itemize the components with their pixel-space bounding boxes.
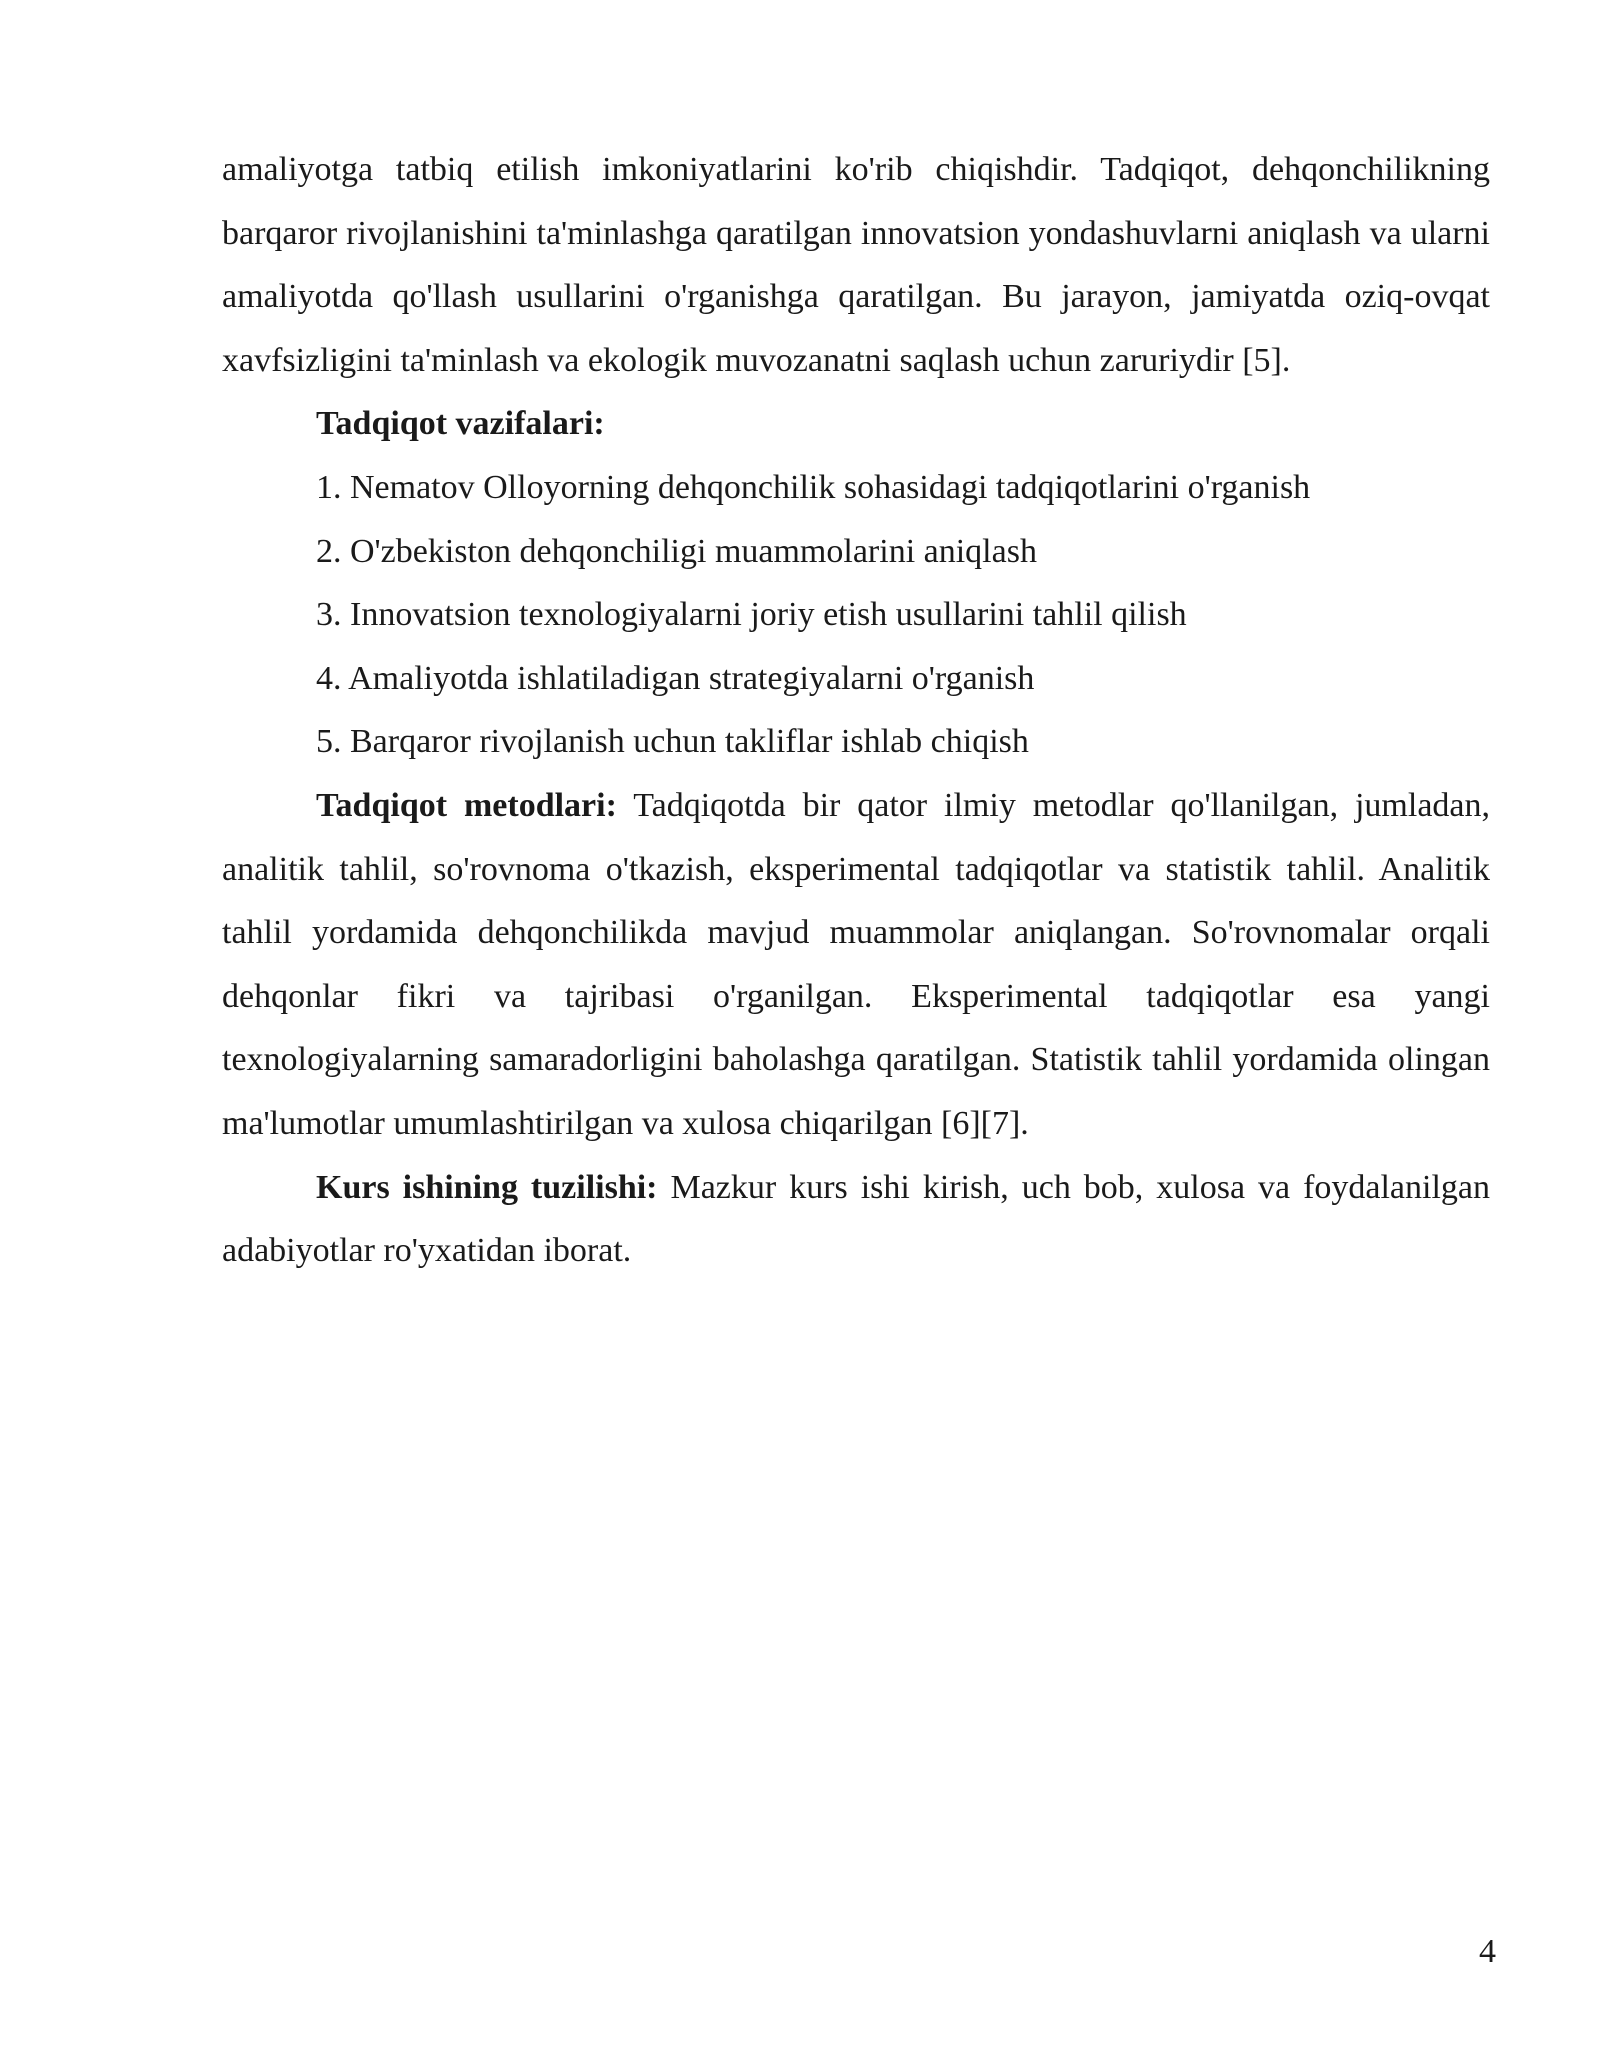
page-number: 4: [1479, 1933, 1496, 1970]
task-item: 2. O'zbekiston dehqonchiligi muammolarini aniqlash: [316, 532, 1037, 570]
methods-text: Tadqiqotda bir qator ilmiy metodlar qo'llanilgan, jumladan, analitik tahlil, so'rovnoma o'tkazish, eksperimental tadqiqotlar va statistik tahlil. Analitik tahlil yordamida dehqonchilikda mavjud muammolar aniqlangan. So'rovnomalar orqali dehqonlar fikri va tajribasi o'rganilgan. Eksperimental tadqiqotlar esa yangi texnologiyalarning samaradorligini baholashga qaratilgan. Statistik tahlil yordamida olingan ma'lumotlar umumlashtirilgan va xulosa chiqarilgan [6][7].: [222, 786, 1490, 1142]
task-item: 5. Barqaror rivojlanish uchun takliflar ishlab chiqish: [316, 723, 1029, 761]
structure-label: Kurs ishining tuzilishi:: [316, 1168, 658, 1206]
methods-label: Tadqiqot metodlari:: [316, 786, 617, 824]
structure-paragraph: [222, 1156, 1490, 1283]
task-item: 4. Amaliyotda ishlatiladigan strategiyalarni o'rganish: [316, 659, 1035, 697]
task-item: 1. Nematov Olloyorning dehqonchilik sohasidagi tadqiqotlarini o'rganish: [316, 468, 1311, 506]
tasks-heading: Tadqiqot vazifalari:: [316, 405, 605, 443]
document-page: [222, 138, 1490, 1283]
methods-paragraph: [222, 774, 1490, 1156]
tasks-list: [222, 456, 1490, 774]
intro-paragraph: amaliyotga tatbiq etilish imkoniyatlarini ko'rib chiqishdir. Tadqiqot, dehqonchilikning barqaror rivojlanishini ta'minlashga qaratilgan innovatsion yondashuvlarni aniqlash va ularni amaliyotda qo'llash usullarini o'rganishga qaratilgan. Bu jarayon, jamiyatda oziq-ovqat xavfsizligini ta'minlash va ekologik muvozanatni saqlash uchun zaruriydir [5].: [222, 151, 1490, 379]
task-item: 3. Innovatsion texnologiyalarni joriy etish usullarini tahlil qilish: [316, 596, 1187, 634]
structure-text: Mazkur kurs ishi kirish, uch bob, xulosa va foydalanilgan adabiyotlar ro'yxatidan iborat.: [222, 1168, 1491, 1270]
